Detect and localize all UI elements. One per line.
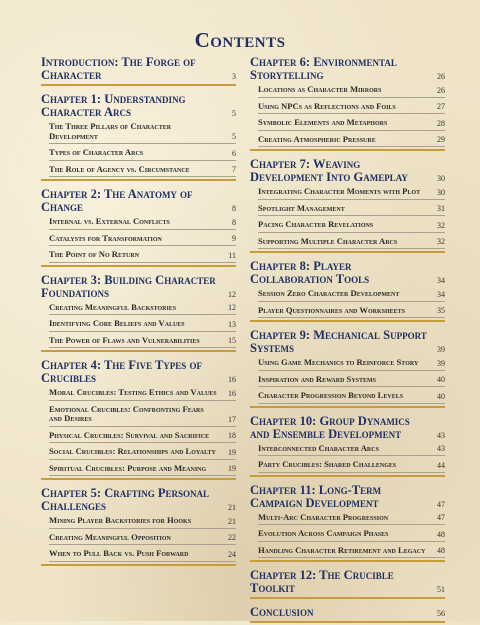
toc-page-number: 5 — [232, 132, 236, 141]
toc-chapter-link[interactable] — [250, 56, 445, 82]
toc-chapter-link[interactable] — [250, 569, 445, 595]
toc-page-number: 24 — [228, 549, 236, 559]
toc-section-title: Symbolic Elements and Metaphors — [258, 117, 388, 127]
toc-section-title: Internal vs. External Conflicts — [49, 216, 170, 226]
toc-page-number: 15 — [228, 336, 236, 345]
toc-section-list — [41, 122, 236, 177]
toc-chapter-chapter-6-environmental-storytelling — [250, 56, 445, 151]
toc-section-title: Interconnected Character Arcs — [258, 442, 379, 453]
toc-page-number: 22 — [228, 533, 236, 542]
toc-section-list — [250, 358, 445, 404]
toc-section-link[interactable] — [258, 460, 445, 473]
toc-section-title: Identifying Core Beliefs and Values — [49, 318, 185, 328]
toc-section-link[interactable] — [258, 375, 445, 388]
toc-section-list — [41, 217, 236, 263]
toc-section-link[interactable] — [49, 533, 236, 546]
toc-section-title: Emotional Crucibles: Confronting Fears and Desires — [49, 403, 204, 423]
toc-section-list — [250, 85, 445, 147]
toc-chapter-title: Chapter 12: The Crucible Toolkit — [250, 568, 394, 595]
toc-section-link[interactable] — [258, 513, 445, 526]
toc-section-title: Physical Crucibles: Survival and Sacrifice — [49, 429, 210, 440]
toc-section-title: Catalysts for Transformation — [49, 232, 162, 243]
toc-page-number: 21 — [228, 503, 236, 512]
toc-section-title: The Power of Flaws and Vulnerabilities — [49, 334, 200, 345]
toc-section-title: Character Progression Beyond Levels — [258, 390, 404, 400]
toc-section-link[interactable] — [258, 546, 445, 559]
toc-chapter-link[interactable] — [41, 188, 236, 214]
toc-page-number: 30 — [437, 174, 445, 183]
toc-section-title: When to Pull Back vs. Push Forward — [49, 548, 189, 558]
toc-section-link[interactable] — [258, 529, 445, 542]
toc-page-number: 26 — [437, 85, 445, 95]
toc-chapter-title: Chapter 6: Environmental Storytelling — [250, 55, 397, 82]
toc-page-number: 8 — [232, 217, 236, 227]
toc-section-link[interactable] — [49, 431, 236, 444]
toc-section-link[interactable] — [49, 165, 236, 178]
toc-section-title: Inspiration and Reward Systems — [258, 373, 377, 384]
toc-section-title: Creating Meaningful Opposition — [49, 531, 171, 542]
toc-chapter-title: Chapter 11: Long-Term Campaign Development — [250, 482, 382, 510]
toc-section-title: The Role of Agency vs. Circumstance — [49, 163, 190, 174]
toc-page-number: 47 — [437, 499, 445, 509]
toc-section-title: Locations as Character Mirrors — [258, 84, 382, 94]
toc-chapter-link[interactable] — [41, 93, 236, 119]
page-title: Contents — [194, 28, 286, 52]
toc-section-title: Spotlight Management — [258, 202, 345, 213]
toc-page-number: 32 — [437, 237, 445, 246]
toc-section-link[interactable] — [49, 234, 236, 247]
toc-section-link[interactable] — [258, 306, 445, 319]
toc-chapter-chapter-10-group-dynamics-and-ensemble-d — [250, 415, 445, 477]
toc-chapter-link[interactable] — [41, 359, 236, 385]
toc-section-link[interactable] — [49, 388, 236, 401]
toc-section-link[interactable] — [258, 444, 445, 457]
toc-section-list — [250, 289, 445, 318]
toc-section-title: The Three Pillars of Character Development — [49, 121, 172, 141]
toc-section-title: Types of Character Arcs — [49, 147, 144, 157]
toc-page-number: 9 — [232, 234, 236, 243]
toc-section-title: Supporting Multiple Character Arcs — [258, 235, 398, 246]
toc-page-number: 6 — [232, 148, 236, 158]
toc-chapter-title: Chapter 5: Crafting Personal Challenges — [41, 486, 209, 513]
toc-page-number: 31 — [437, 204, 445, 213]
toc-page-number: 5 — [232, 109, 236, 118]
toc-chapter-title: Introduction: The Forge of Character — [41, 55, 196, 82]
toc-page-number: 35 — [437, 306, 445, 315]
toc-section-title: Creating Meaningful Backstories — [49, 301, 177, 312]
toc-section-link[interactable] — [49, 303, 236, 316]
toc-section-link[interactable] — [258, 135, 445, 148]
toc-page-number: 43 — [437, 430, 445, 440]
toc-section-link[interactable] — [258, 102, 445, 115]
toc-chapter-link[interactable] — [41, 56, 236, 82]
toc-section-title: Integrating Character Moments with Plot — [258, 186, 421, 196]
toc-chapter-conclusion — [250, 606, 445, 623]
toc-page-number: 19 — [228, 464, 236, 473]
toc-section-title: Social Crucibles: Relationships and Loyalty — [49, 446, 216, 456]
toc-section-link[interactable] — [258, 187, 445, 200]
toc-section-list — [41, 388, 236, 476]
toc-section-title: Handling Character Retirement and Legacy — [258, 544, 426, 555]
toc-page-number: 32 — [437, 220, 445, 230]
toc-chapter-chapter-1-understanding-character-arcs — [41, 93, 236, 181]
toc-section-link[interactable] — [49, 405, 236, 427]
toc-page-number: 27 — [437, 102, 445, 111]
toc-section-link[interactable] — [49, 148, 236, 161]
toc-section-link[interactable] — [258, 358, 445, 371]
toc-page-number: 44 — [437, 460, 445, 470]
toc-page-number: 48 — [437, 546, 445, 555]
toc-chapter-chapter-12-the-crucible-toolkit — [250, 569, 445, 599]
toc-page-number: 29 — [437, 135, 445, 144]
toc-page-number: 16 — [228, 375, 236, 384]
toc-chapter-chapter-9-mechanical-support-systems — [250, 329, 445, 408]
toc-page-number: 34 — [437, 276, 445, 285]
toc-section-list — [250, 513, 445, 559]
toc-section-link[interactable] — [49, 336, 236, 349]
toc-page-number: 19 — [228, 447, 236, 457]
toc-section-list — [250, 444, 445, 473]
toc-chapter-link[interactable] — [250, 260, 445, 286]
toc-chapter-link[interactable] — [250, 329, 445, 355]
toc-section-title: Session Zero Character Development — [258, 288, 400, 298]
toc-page-number: 48 — [437, 529, 445, 539]
toc-page-number: 56 — [437, 609, 445, 618]
toc-section-link[interactable] — [49, 516, 236, 529]
toc-section-link[interactable] — [258, 85, 445, 98]
toc-chapter-link[interactable] — [41, 487, 236, 513]
toc-section-link[interactable] — [49, 217, 236, 230]
toc-chapter-chapter-4-the-five-types-of-crucibles — [41, 359, 236, 480]
toc-section-title: Moral Crucibles: Testing Ethics and Values — [49, 387, 217, 397]
toc-chapter-title: Chapter 4: The Five Types of Crucibles — [41, 358, 202, 385]
toc-page-number: 12 — [228, 303, 236, 312]
toc-chapter-title: Conclusion — [250, 605, 314, 619]
toc-section-title: Player Questionnaires and Worksheets — [258, 304, 405, 315]
toc-chapter-link[interactable] — [250, 415, 445, 441]
toc-right-column — [250, 56, 445, 625]
toc-chapter-chapter-3-building-character-foundations — [41, 274, 236, 353]
toc-section-link[interactable] — [49, 122, 236, 144]
toc-section-link[interactable] — [49, 549, 236, 562]
toc-section-link[interactable] — [49, 447, 236, 460]
toc-chapter-link[interactable] — [41, 274, 236, 300]
toc-section-link[interactable] — [49, 464, 236, 477]
toc-section-link[interactable] — [258, 391, 445, 404]
toc-page-number: 28 — [437, 118, 445, 128]
toc-section-title: Party Crucibles: Shared Challenges — [258, 459, 397, 469]
toc-chapter-link[interactable] — [250, 484, 445, 510]
toc-page-number: 30 — [437, 187, 445, 197]
toc-left-column — [41, 56, 236, 568]
toc-chapter-chapter-11-long-term-campaign-developmen — [250, 484, 445, 563]
toc-chapter-link[interactable] — [250, 606, 445, 619]
toc-section-title: Using Game Mechanics to Reinforce Story — [258, 357, 419, 367]
toc-chapter-title: Chapter 7: Weaving Development Into Gameplay — [250, 157, 408, 184]
toc-page-number: 21 — [228, 516, 236, 526]
toc-section-link[interactable] — [258, 220, 445, 233]
toc-section-title: Using NPCs as Reflections and Foils — [258, 100, 396, 111]
toc-chapter-link[interactable] — [250, 158, 445, 184]
toc-section-title: Evolution Across Campaign Phases — [258, 528, 389, 538]
toc-page-number: 16 — [228, 388, 236, 398]
toc-section-list — [250, 187, 445, 249]
toc-chapter-title: Chapter 1: Understanding Character Arcs — [41, 92, 186, 119]
toc-page-number: 11 — [228, 250, 236, 260]
toc-chapter-introduction-the-forge-of-character — [41, 56, 236, 86]
toc-section-title: Creating Atmospheric Pressure — [258, 133, 376, 144]
toc-section-list — [41, 303, 236, 349]
toc-section-title: The Point of No Return — [49, 249, 139, 259]
toc-section-title: Spiritual Crucibles: Purpose and Meaning — [49, 462, 207, 473]
toc-chapter-chapter-2-the-anatomy-of-change — [41, 188, 236, 267]
toc-section-link[interactable] — [49, 250, 236, 263]
toc-chapter-chapter-7-weaving-development-into-gamep — [250, 158, 445, 253]
toc-chapter-title: Chapter 3: Building Character Foundations — [41, 272, 216, 300]
toc-page-number: 13 — [228, 319, 236, 329]
toc-page-number: 7 — [232, 165, 236, 174]
toc-page-number: 43 — [437, 444, 445, 453]
toc-page-number: 40 — [437, 375, 445, 384]
toc-page-number: 39 — [437, 358, 445, 368]
toc-section-title: Mining Player Backstories for Hooks — [49, 515, 192, 525]
toc-chapter-chapter-8-player-collaboration-tools — [250, 260, 445, 322]
toc-chapter-title: Chapter 10: Group Dynamics and Ensemble Development — [250, 413, 410, 441]
toc-chapter-chapter-5-crafting-personal-challenges — [41, 487, 236, 566]
toc-section-title: Multi-Arc Character Progression — [258, 511, 389, 522]
toc-page-number: 12 — [228, 289, 236, 299]
toc-page-number: 3 — [232, 72, 236, 81]
toc-section-link[interactable] — [258, 289, 445, 302]
toc-section-list — [41, 516, 236, 562]
toc-page-number: 8 — [232, 204, 236, 213]
toc-page-number: 17 — [228, 414, 236, 424]
toc-chapter-title: Chapter 2: The Anatomy of Change — [41, 187, 193, 214]
toc-section-link[interactable] — [258, 204, 445, 217]
toc-page-number: 18 — [228, 431, 236, 440]
toc-chapter-title: Chapter 8: Player Collaboration Tools — [250, 259, 370, 286]
toc-section-link[interactable] — [258, 237, 445, 250]
toc-section-link[interactable] — [49, 319, 236, 332]
toc-page-number: 39 — [437, 345, 445, 354]
toc-page-number: 26 — [437, 72, 445, 81]
toc-section-link[interactable] — [258, 118, 445, 131]
toc-page-number: 40 — [437, 391, 445, 401]
toc-page-number: 34 — [437, 289, 445, 299]
toc-page-number: 51 — [437, 585, 445, 594]
toc-chapter-title: Chapter 9: Mechanical Support Systems — [250, 328, 427, 355]
toc-page-number: 47 — [437, 513, 445, 522]
toc-section-title: Pacing Character Revelations — [258, 219, 374, 229]
